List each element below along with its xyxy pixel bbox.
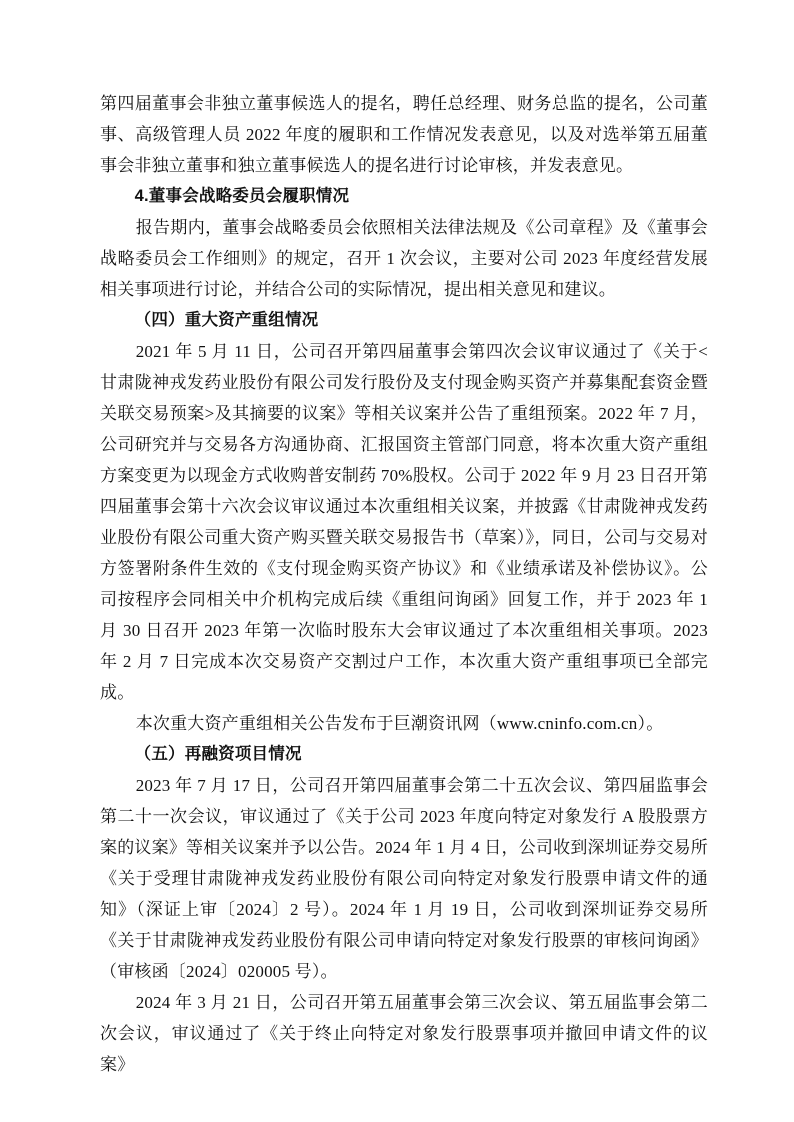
paragraph-strategy-committee-report: 报告期内，董事会战略委员会依照相关法律法规及《公司章程》及《董事会战略委员会工作细则》的规定，召开 1 次会议，主要对公司 2023 年度经营发展相关事项进行讨论，并结合公司的实际情况，提出相关意见和建议。 — [100, 218, 708, 299]
paragraph-board-duties-continuation: 第四届董事会非独立董事候选人的提名，聘任总经理、财务总监的提名，公司董事、高级管理人员 2022 年度的履职和工作情况发表意见，以及对选举第五届董事会非独立董事和独立董事候选人的提名进行讨论审核，并发表意见。 — [100, 94, 708, 175]
heading-strategy-committee: 4.董事会战略委员会履职情况 — [134, 187, 350, 205]
paragraph-restructuring-announcement: 本次重大资产重组相关公告发布于巨潮资讯网（www.cninfo.com.cn）。 — [135, 714, 664, 733]
paragraph-refinancing-history: 2023 年 7 月 17 日，公司召开第四届董事会第二十五次会议、第四届监事会第二十一次会议，审议通过了《关于公司 2023 年度向特定对象发行 A 股股票方案的议案》等相关议案并予以公告。2024 年 1 月 4 日，公司收到深圳证券交易所《关于受理甘肃陇神戎发药业股份有限公司向特定对象发行股票申请文件的通知》（深证上审〔2024〕2 号）。2024 年 1 月 19 日，公司收到深圳证券交易所《关于甘肃陇神戎发药业股份有限公司申请向特定对象发行股票的审核问询函》（审核函〔2024〕020005 号）。 — [100, 776, 708, 981]
paragraph-restructuring-history: 2021 年 5 月 11 日，公司召开第四届董事会第四次会议审议通过了《关于<甘肃陇神戎发药业股份有限公司发行股份及支付现金购买资产并募集配套资金暨关联交易预案>及其摘要的议案》等相关议案并公告了重组预案。2022 年 7 月，公司研究并与交易各方沟通协商、汇报国资主管部门同意，将本次重大资产重组方案变更为以现金方式收购普安制药 70%股权。公司于 2022 年 9 月 23 日召开第四届董事会第十六次会议审议通过本次重组相关议案，并披露《甘肃陇神戎发药业股份有限公司重大资产购买暨关联交易报告书（草案）》，同日，公司与交易对方签署附条件生效的《支付现金购买资产协议》和《业绩承诺及补偿协议》。公司按程序会同相关中介机构完成后续《重组问询函》回复工作，并于 2023 年 1 月 30 日召开 2023 年第一次临时股东大会审议通过了本次重组相关事项。2023 年 2 月 7 日完成本次交易资产交割过户工作，本次重大资产重组事项已全部完成。 — [100, 342, 708, 702]
heading-refinancing-project: （五）再融资项目情况 — [134, 745, 302, 763]
heading-major-asset-restructuring: （四）重大资产重组情况 — [134, 311, 319, 329]
paragraph-refinancing-termination: 2024 年 3 月 21 日，公司召开第五届董事会第三次会议、第五届监事会第二次会议，审议通过了《关于终止向特定对象发行股票事项并撤回申请文件的议案》 — [100, 993, 708, 1074]
document-text-block — [100, 88, 708, 1080]
